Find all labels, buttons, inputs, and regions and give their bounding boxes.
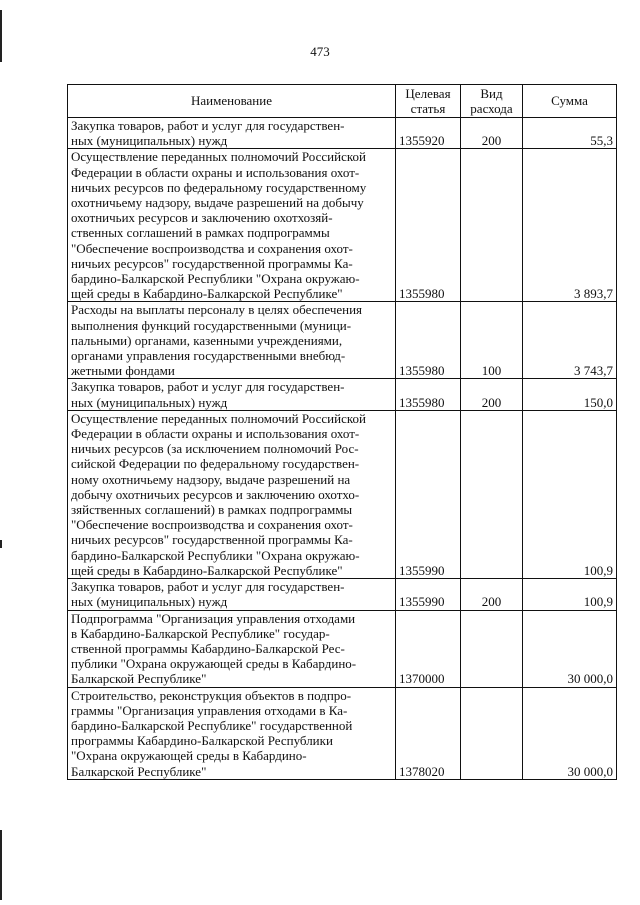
row-type: [461, 610, 523, 687]
table-row: [68, 579, 617, 610]
header-sum: Сумма: [523, 85, 617, 118]
row-type: 200: [461, 579, 523, 610]
row-sum: 150,0: [523, 379, 617, 410]
scan-margin-mark: [0, 830, 2, 900]
page-number: 473: [310, 44, 330, 59]
row-code: 1355990: [396, 579, 461, 610]
scan-margin-mark: [0, 540, 2, 548]
table-row: [68, 687, 617, 779]
row-sum: 3 743,7: [523, 302, 617, 379]
row-type: 200: [461, 379, 523, 410]
row-name: Закупка товаров, работ и услуг для государствен- ных (муниципальных) нужд: [68, 579, 396, 610]
row-sum: 3 893,7: [523, 149, 617, 302]
row-type: 200: [461, 118, 523, 149]
row-name: Закупка товаров, работ и услуг для государствен- ных (муниципальных) нужд: [68, 118, 396, 149]
budget-table: [67, 84, 617, 780]
row-name: Осуществление переданных полномочий Российской Федерации в области охраны и использования охот- ничьих ресурсов (за исключением полномочий Рос- сийской Федерации по федеральному государствен- ному охотничьему надзору, выдаче разрешений на добычу охотничьих ресурсов и заключению охотхо- зяйственных соглашений) в рамках подпрограммы "Обеспечение воспроизводства и сохранения охот- ничьих ресурсов" государственной программы Ка- бардино-Балкарской Республики "Охрана окружаю- щей среды в Кабардино-Балкарской Республике": [68, 410, 396, 578]
row-type: [461, 410, 523, 578]
row-type: [461, 149, 523, 302]
row-name: Осуществление переданных полномочий Российской Федерации в области охраны и использования охот- ничьих ресурсов по федеральному государственному охотничьему надзору, выдаче разрешений на добычу охотничьих ресурсов и заключению охотхозяй- ственных соглашений в рамках подпрограммы "Обеспечение воспроизводства и сохранения охот- ничьих ресурсов" государственной программы Ка- бардино-Балкарской Республики "Охрана окружаю- щей среды в Кабардино-Балкарской Республике": [68, 149, 396, 302]
row-type: [461, 687, 523, 779]
row-sum: 100,9: [523, 579, 617, 610]
header-type: Вид расхода: [461, 85, 523, 118]
table-header-row: [68, 85, 617, 118]
row-name: Закупка товаров, работ и услуг для государствен- ных (муниципальных) нужд: [68, 379, 396, 410]
row-sum: 100,9: [523, 410, 617, 578]
table-row: [68, 118, 617, 149]
table-row: [68, 302, 617, 379]
table-row: [68, 149, 617, 302]
row-code: 1370000: [396, 610, 461, 687]
table-row: [68, 379, 617, 410]
row-code: 1378020: [396, 687, 461, 779]
table-row: [68, 410, 617, 578]
row-sum: 55,3: [523, 118, 617, 149]
row-code: 1355980: [396, 149, 461, 302]
row-code: 1355980: [396, 302, 461, 379]
header-name: Наименование: [68, 85, 396, 118]
header-code: Целевая статья: [396, 85, 461, 118]
row-code: 1355920: [396, 118, 461, 149]
row-name: Расходы на выплаты персоналу в целях обеспечения выполнения функций государственными (муници- пальными) органами, казенными учреждениями, органами управления государственными внебюд- жетными фондами: [68, 302, 396, 379]
row-name: Подпрограмма "Организация управления отходами в Кабардино-Балкарской Республике" государ- ственной программы Кабардино-Балкарской Рес- публики "Охрана окружающей среды в Кабардино- Балкарской Республике": [68, 610, 396, 687]
row-type: 100: [461, 302, 523, 379]
row-sum: 30 000,0: [523, 610, 617, 687]
row-code: 1355990: [396, 410, 461, 578]
row-code: 1355980: [396, 379, 461, 410]
table-row: [68, 610, 617, 687]
row-name: Строительство, реконструкция объектов в подпро- граммы "Организация управления отходами в Ка- бардино-Балкарской Республике" государственной программы Кабардино-Балкарской Республики "Охрана окружающей среды в Кабардино- Балкарской Республике": [68, 687, 396, 779]
row-sum: 30 000,0: [523, 687, 617, 779]
